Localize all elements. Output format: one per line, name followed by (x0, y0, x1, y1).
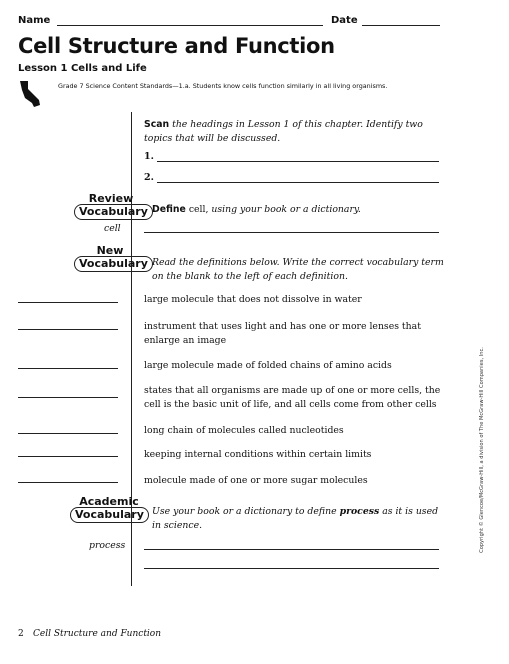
scan-item-2-number: 2. (144, 172, 154, 183)
new-vocab-instruction: Read the definitions below. Write the correct vocabulary term on the blank to the left of each definition. (152, 257, 444, 282)
process-definition-answer-1[interactable] (144, 549, 439, 550)
scan-item-1-number: 1. (144, 151, 154, 162)
term-blank-3[interactable] (18, 368, 118, 369)
term-blank-7[interactable] (18, 482, 118, 483)
name-label: Name (18, 15, 51, 26)
definition-7: molecule made of one or more sugar molecules (144, 475, 368, 486)
lesson-subtitle: Lesson 1 Cells and Life (18, 63, 147, 74)
definition-5: long chain of molecules called nucleotides (144, 425, 344, 436)
academic-instruction: Use your book or a dictionary to define process as it is used in science. (152, 506, 439, 531)
term-blank-1[interactable] (18, 302, 118, 303)
new-vocabulary-badge: New Vocabulary (74, 245, 146, 272)
academic-vocabulary-badge: Academic Vocabulary (70, 496, 148, 523)
review-term-cell: cell (104, 223, 121, 234)
name-field[interactable] (57, 25, 323, 26)
term-blank-4[interactable] (18, 397, 118, 398)
process-definition-answer-2[interactable] (144, 568, 439, 569)
date-field[interactable] (362, 25, 440, 26)
scan-item-1-answer[interactable] (157, 161, 439, 162)
term-blank-5[interactable] (18, 433, 118, 434)
definition-1: large molecule that does not dissolve in water (144, 294, 362, 305)
cell-definition-answer[interactable] (144, 232, 439, 233)
scan-item-2-answer[interactable] (157, 182, 439, 183)
footer-title: Cell Structure and Function (33, 629, 162, 639)
academic-term-process: process (89, 540, 126, 551)
definition-6: keeping internal conditions within certain limits (144, 449, 372, 460)
term-blank-2[interactable] (18, 329, 118, 330)
definition-3: large molecule made of folded chains of amino acids (144, 360, 392, 371)
footer-page-number: 2 (18, 629, 24, 639)
page-title: Cell Structure and Function (18, 34, 335, 58)
california-map-icon (19, 80, 43, 108)
date-label: Date (331, 15, 358, 26)
review-instruction: Define cell, using your book or a dictionary. (152, 204, 361, 215)
standards-text: Grade 7 Science Content Standards—1.a. Students know cells function similarly in all living organisms. (58, 82, 388, 90)
review-vocabulary-badge: Review Vocabulary (74, 193, 148, 220)
scan-instruction: Scan the headings in Lesson 1 of this chapter. Identify two topics that will be discussed. (144, 119, 423, 144)
term-blank-6[interactable] (18, 456, 118, 457)
copyright-notice: Copyright © Glencoe/McGraw-Hill, a division of The McGraw-Hill Companies, Inc. (479, 347, 485, 553)
definition-4: states that all organisms are made up of one or more cells, the cell is the basic unit of life, and all cells come from other cells (144, 385, 441, 410)
definition-2: instrument that uses light and has one or more lenses that enlarge an image (144, 321, 421, 346)
